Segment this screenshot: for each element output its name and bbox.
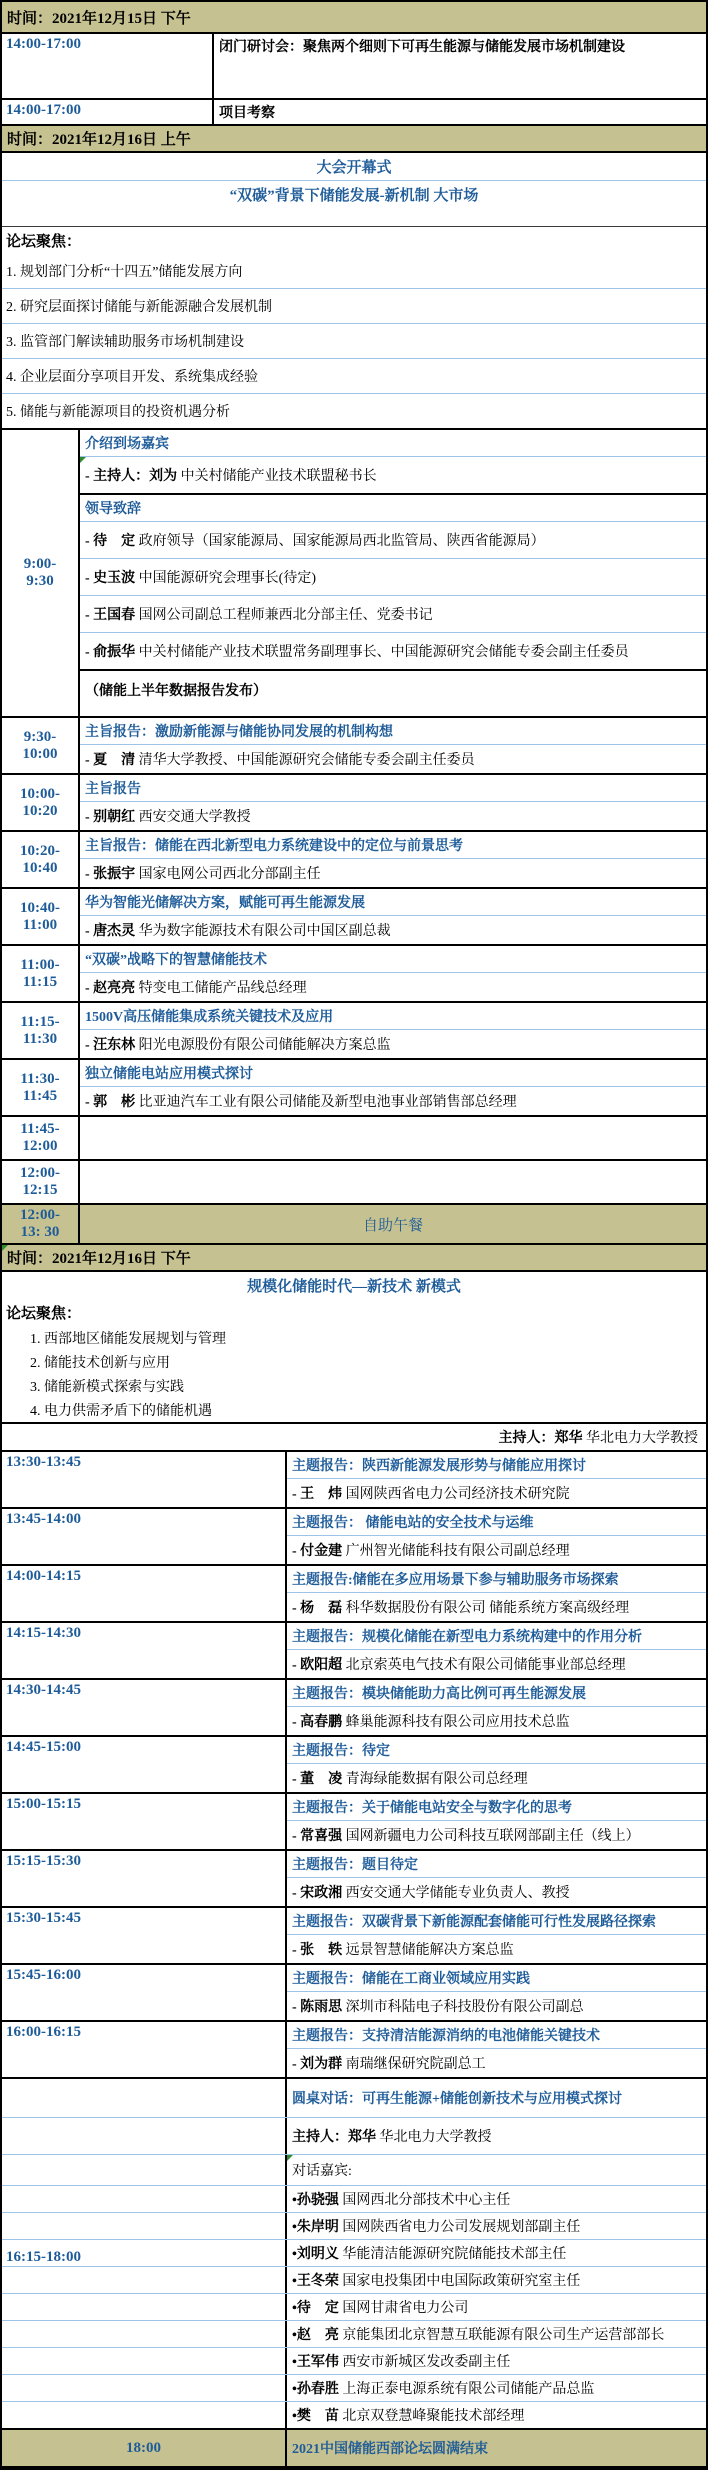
session-row [2, 830, 706, 887]
moderator-name: 主持人：郑华 [292, 2130, 376, 2145]
guest-name: •赵 亮 [292, 2328, 339, 2343]
session-title: 主题报告： 储能电站的安全技术与运维 [292, 1516, 534, 1531]
session-title: 主题报告：待定 [292, 1744, 390, 1759]
session-title: 主题报告：模块储能助力高比例可再生能源发展 [292, 1687, 586, 1702]
speaker-name: - 董 凌 [292, 1772, 343, 1787]
speaker-desc: 政府领导（国家能源局、国家能源局西北监管局、陕西省能源局） [138, 534, 545, 549]
opening-ceremony-title: 大会开幕式 [2, 151, 706, 180]
focus-item: 1. 规划部门分析“十四五”储能发展方向 [6, 265, 243, 280]
session-row [2, 1963, 706, 2020]
speaker-desc: 国网新疆电力公司科技互联网部副主任（线上） [345, 1829, 640, 1844]
session-time: 14:30-14:45 [2, 1680, 287, 1735]
event-title: 闭门研讨会：聚焦两个细则下可再生能源与储能发展市场机制建设 [219, 40, 625, 55]
forum-focus-list-afternoon [2, 1326, 706, 1422]
speaker-desc: 阳光电源股份有限公司储能解决方案总监 [138, 1038, 391, 1053]
guest-desc: 国网甘肃省电力公司 [342, 2301, 469, 2316]
session-time: 11:15- 11:30 [2, 1003, 80, 1058]
roundtable-title: 圆桌对话：可再生能源+储能创新技术与应用模式探讨 [292, 2092, 622, 2107]
guest-desc: 上海正泰电源系统有限公司储能产品总监 [342, 2382, 595, 2397]
session-time: 12:00- 12:15 [2, 1161, 80, 1203]
empty-session-rows [2, 1115, 706, 1203]
data-report-note: （储能上半年数据报告发布） [80, 669, 706, 716]
moderator-name: 主持人：郑华 [498, 1431, 583, 1446]
speaker-name: - 夏 清 [85, 753, 136, 768]
speaker-desc: 远景智慧储能解决方案总监 [345, 1943, 514, 1958]
lunch-label: 自助午餐 [362, 1217, 423, 1234]
speaker-desc: 清华大学教授、中国能源研究会储能专委会副主任委员 [138, 753, 475, 768]
moderator-desc: 华北电力大学教授 [379, 2130, 492, 2145]
host-name: - 主持人：刘为 [85, 469, 178, 484]
speaker-desc: 国网陕西省电力公司经济技术研究院 [345, 1487, 570, 1502]
guest-desc: 国家电投集团中电国际政策研究室主任 [342, 2274, 581, 2289]
speaker-name: - 刘为群 [292, 2057, 343, 2072]
session-time: 11:00- 11:15 [2, 946, 80, 1001]
segment-title-introductions: 介绍到场嘉宾 [80, 430, 706, 457]
speaker-desc: 青海绿能数据有限公司总经理 [345, 1772, 528, 1787]
forum-focus-label: 论坛聚焦： [2, 226, 706, 254]
speaker-line [80, 744, 706, 773]
speaker-name: - 宋政湘 [292, 1886, 343, 1901]
speaker-desc: 比亚迪汽车工业有限公司储能及新型电池事业部销售部总经理 [138, 1095, 517, 1110]
session-title: 华为智能光储解决方案，赋能可再生能源发展 [85, 896, 365, 911]
speaker-name: - 杨 磊 [292, 1601, 343, 1616]
speaker-line [287, 1649, 706, 1678]
guest-desc: 国网西北分部技术中心主任 [342, 2193, 511, 2208]
focus-item: 2. 研究层面探讨储能与新能源融合发展机制 [2, 288, 706, 323]
time-cell: 14:00-17:00 [2, 100, 214, 124]
guest-row [2, 2401, 706, 2428]
closing-row [2, 2428, 706, 2466]
session-row [2, 944, 706, 1001]
closing-text: 2021中国储能西部论坛圆满结束 [292, 2442, 488, 2457]
session-time: 14:00-14:15 [2, 1566, 287, 1621]
date-band-text: 时间：2021年12月16日 上午 [7, 132, 191, 148]
session-title: 主题报告：支持清洁能源消纳的电池储能关键技术 [292, 2029, 600, 2044]
session-title: 主旨报告：激励新能源与储能协同发展的机制构想 [85, 725, 393, 740]
session-title: “双碳”战略下的智慧储能技术 [85, 953, 267, 968]
speaker-desc: 北京索英电气技术有限公司储能事业部总经理 [345, 1658, 626, 1673]
session-title: 主题报告：储能在工商业领域应用实践 [292, 1972, 530, 1987]
session-row [2, 1507, 706, 1564]
session-title: 主题报告：关于储能电站安全与数字化的思考 [292, 1801, 572, 1816]
session-time: 15:15-15:30 [2, 1851, 287, 1906]
cell-marker-icon [80, 457, 86, 463]
leader-list [80, 522, 706, 669]
session-row [2, 1058, 706, 1115]
speaker-name: - 付金建 [292, 1544, 343, 1559]
date-band-dec15-pm [2, 2, 706, 32]
cell-marker-icon [287, 2155, 293, 2161]
session-row [2, 773, 706, 830]
session-time: 11:45- 12:00 [2, 1117, 80, 1159]
agenda-row-site-visit [2, 98, 706, 124]
focus-item: 4. 电力供需矛盾下的储能机遇 [30, 1404, 212, 1419]
speaker-name: - 赵亮亮 [85, 981, 136, 996]
speaker-name: - 陈雨思 [292, 2000, 343, 2015]
speaker-desc: 华为数字能源技术有限公司中国区副总裁 [138, 924, 391, 939]
guest-row [2, 2347, 706, 2374]
speaker-name: - 王 炜 [292, 1487, 343, 1502]
guest-row [2, 2293, 706, 2320]
session-time: 10:00- 10:20 [2, 775, 80, 830]
session-row [2, 1564, 706, 1621]
guest-name: •王冬荣 [292, 2274, 339, 2289]
session-time: 16:00-16:15 [2, 2022, 287, 2077]
session-time: 15:30-15:45 [2, 1908, 287, 1963]
leader-line [80, 522, 706, 558]
session-time: 10:20- 10:40 [2, 832, 80, 887]
speaker-name: - 待 定 [85, 534, 136, 549]
guest-name: •孙春胜 [292, 2382, 339, 2397]
guest-name: •樊 苗 [292, 2409, 339, 2424]
speaker-line [287, 1877, 706, 1906]
leader-line [80, 558, 706, 595]
session-title: 独立储能电站应用模式探讨 [85, 1067, 253, 1082]
guest-row [2, 2320, 706, 2347]
session-row [2, 1621, 706, 1678]
speaker-line [80, 858, 706, 887]
session-row [2, 1001, 706, 1058]
speaker-line [287, 1934, 706, 1963]
date-band-dec16-pm [2, 1243, 706, 1270]
session-time: 10:40- 11:00 [2, 889, 80, 944]
speaker-line [287, 1991, 706, 2020]
speaker-name: - 王国春 [85, 608, 136, 623]
speaker-line [80, 972, 706, 1001]
guest-desc: 京能集团北京智慧互联能源有限公司生产运营部部长 [342, 2328, 665, 2343]
session-time: 11:30- 11:45 [2, 1060, 80, 1115]
guest-row [2, 2374, 706, 2401]
speaker-line [80, 915, 706, 944]
speaker-line [80, 1086, 706, 1115]
focus-item: 3. 储能新模式探索与实践 [30, 1380, 184, 1395]
empty-session-row [2, 1115, 706, 1159]
segment-title-leader-remarks: 领导致辞 [80, 495, 706, 522]
session-time: 14:45-15:00 [2, 1737, 287, 1792]
speaker-desc: 西安交通大学储能专业负责人、教授 [345, 1886, 570, 1901]
guests-label: 对话嘉宾: [292, 2164, 352, 2179]
session-title: 主旨报告：储能在西北新型电力系统建设中的定位与前景思考 [85, 839, 463, 854]
forum-focus-list-morning [2, 254, 706, 428]
session-row [2, 2020, 706, 2077]
session-title: 1500V高压储能集成系统关键技术及应用 [85, 1010, 334, 1025]
focus-item: 1. 西部地区储能发展规划与管理 [30, 1332, 226, 1347]
session-title: 主题报告：题目待定 [292, 1858, 418, 1873]
lunch-row [2, 1203, 706, 1243]
afternoon-session-title: 规模化储能时代—新技术 新模式 [2, 1270, 706, 1299]
speaker-line [287, 1535, 706, 1564]
session-time: 15:00-15:15 [2, 1794, 287, 1849]
host-desc: 中关村储能产业技术联盟秘书长 [180, 469, 377, 484]
closing-time: 18:00 [2, 2430, 287, 2466]
speaker-desc: 蜂巢能源科技有限公司应用技术总监 [345, 1715, 570, 1730]
guest-desc: 国网陕西省电力公司发展规划部副主任 [342, 2220, 581, 2235]
speaker-desc: 国家电网公司西北分部副主任 [138, 867, 321, 882]
roundtable-moderator-row [2, 2117, 706, 2154]
guest-name: •待 定 [292, 2301, 339, 2316]
guest-name: •刘明义 [292, 2247, 339, 2262]
speaker-desc: 国网公司副总工程师兼西北分部主任、党委书记 [138, 608, 433, 623]
session-row [2, 1450, 706, 1507]
roundtable-title-row [2, 2077, 706, 2117]
guest-desc: 华能清洁能源研究院储能技术部主任 [342, 2247, 567, 2262]
speaker-line [80, 801, 706, 830]
speaker-desc: 中国能源研究会理事长(待定) [138, 571, 316, 586]
opening-ceremony-subtitle: “双碳”背景下储能发展-新机制 大市场 [229, 188, 479, 204]
guest-row [2, 2185, 706, 2212]
speaker-desc: 南瑞继保研究院副总工 [345, 2057, 486, 2072]
lunch-time: 12:00- 13: 30 [2, 1205, 80, 1243]
speaker-name: - 别朝红 [85, 810, 136, 825]
speaker-name: - 唐杰灵 [85, 924, 136, 939]
speaker-name: - 俞振华 [85, 645, 136, 660]
session-row [2, 1678, 706, 1735]
session-title: 主题报告:储能在多应用场景下参与辅助服务市场探索 [292, 1573, 619, 1588]
date-band-text: 时间：2021年12月15日 下午 [7, 11, 191, 27]
speaker-line [287, 1706, 706, 1735]
speaker-desc: 深圳市科陆电子科技股份有限公司副总 [345, 2000, 584, 2015]
focus-item: 3. 监管部门解读辅助服务市场机制建设 [2, 323, 706, 358]
session-title: 主题报告：双碳背景下新能源配套储能可行性发展路径探索 [292, 1915, 656, 1930]
speaker-desc: 中关村储能产业技术联盟常务副理事长、中国能源研究会储能专委会副主任委员 [138, 645, 629, 660]
session-row [2, 716, 706, 773]
time-cell: 14:00-17:00 [2, 34, 214, 98]
speaker-desc: 西安交通大学教授 [138, 810, 251, 825]
speaker-name: - 张振宇 [85, 867, 136, 882]
roundtable-guests-label-row [2, 2154, 706, 2185]
guest-desc: 北京双登慧峰聚能技术部经理 [342, 2409, 525, 2424]
focus-item: 4. 企业层面分享项目开发、系统集成经验 [2, 358, 706, 393]
agenda-row-closed-door-seminar [2, 32, 706, 98]
moderator-desc: 华北电力大学教授 [586, 1431, 698, 1446]
date-band-text: 时间：2021年12月16日 下午 [7, 1251, 191, 1267]
speaker-name: - 欧阳超 [292, 1658, 343, 1673]
guest-name: •孙骁强 [292, 2193, 339, 2208]
afternoon-session-rows [2, 1450, 706, 2077]
leader-line [80, 595, 706, 632]
event-title: 项目考察 [219, 106, 275, 121]
session-row-opening-block [2, 428, 706, 716]
session-time: 9:00- 9:30 [2, 430, 80, 716]
speaker-name: - 张 轶 [292, 1943, 343, 1958]
forum-focus-label: 论坛聚焦： [6, 1306, 82, 1322]
guest-name: •朱岸明 [292, 2220, 339, 2235]
morning-session-rows [2, 716, 706, 1115]
session-row [2, 1906, 706, 1963]
speaker-name: - 史玉波 [85, 571, 136, 586]
cell-marker-icon [2, 1245, 8, 1251]
speaker-line [287, 1478, 706, 1507]
session-title: 主题报告：规模化储能在新型电力系统构建中的作用分析 [292, 1630, 642, 1645]
date-band-dec16-am [2, 124, 706, 151]
guest-row [2, 2266, 706, 2293]
session-row [2, 1849, 706, 1906]
speaker-desc: 科华数据股份有限公司 储能系统方案高级经理 [345, 1601, 630, 1616]
speaker-line [287, 1763, 706, 1792]
session-time: 13:30-13:45 [2, 1452, 287, 1507]
session-row [2, 887, 706, 944]
speaker-name: - 郭 彬 [85, 1095, 136, 1110]
speaker-name: - 常喜强 [292, 1829, 343, 1844]
speaker-name: - 高春鹏 [292, 1715, 343, 1730]
speaker-desc: 特变电工储能产品线总经理 [138, 981, 307, 996]
session-time: 15:45-16:00 [2, 1965, 287, 2020]
leader-line [80, 632, 706, 669]
afternoon-moderator-line [2, 1422, 706, 1450]
session-row [2, 1792, 706, 1849]
guest-desc: 西安市新城区发改委副主任 [342, 2355, 511, 2370]
speaker-name: - 汪东林 [85, 1038, 136, 1053]
session-time: 9:30- 10:00 [2, 718, 80, 773]
session-title: 主旨报告 [85, 782, 141, 797]
host-line [80, 457, 706, 493]
focus-item: 5. 储能与新能源项目的投资机遇分析 [2, 393, 706, 428]
speaker-desc: 广州智光储能科技有限公司副总经理 [345, 1544, 570, 1559]
session-time: 13:45-14:00 [2, 1509, 287, 1564]
guest-name: •王军伟 [292, 2355, 339, 2370]
session-time: 14:15-14:30 [2, 1623, 287, 1678]
speaker-line [287, 2048, 706, 2077]
speaker-line [287, 1820, 706, 1849]
focus-item: 2. 储能技术创新与应用 [30, 1356, 170, 1371]
speaker-line [287, 1592, 706, 1621]
guest-row [2, 2212, 706, 2239]
roundtable-time: 16:15-18:00 [6, 2249, 81, 2265]
session-title: 主题报告：陕西新能源发展形势与储能应用探讨 [292, 1459, 586, 1474]
empty-session-row [2, 1159, 706, 1203]
roundtable-guests [2, 2185, 706, 2428]
speaker-line [80, 1029, 706, 1058]
session-row [2, 1735, 706, 1792]
